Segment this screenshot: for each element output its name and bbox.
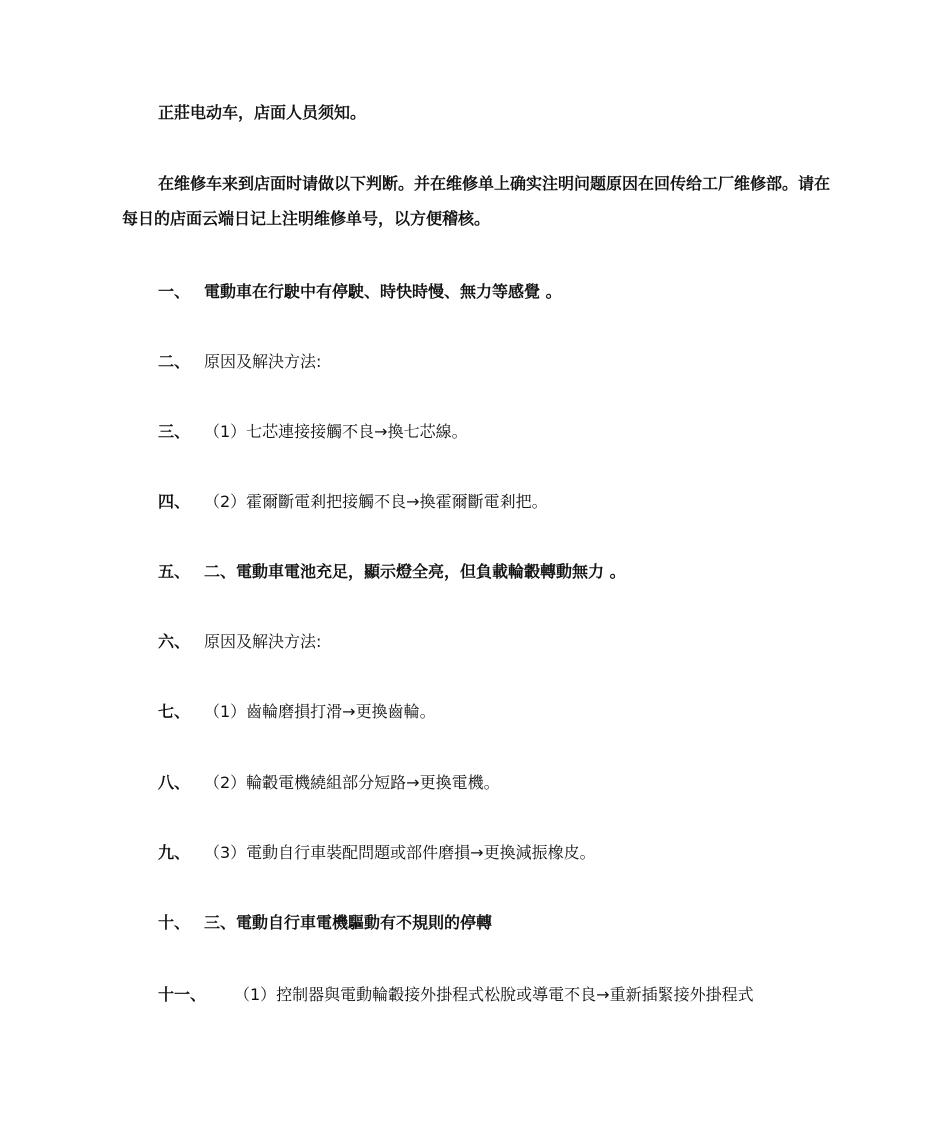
list-item [158, 282, 858, 302]
list-item-text: （1）七芯連接接觸不良→換七芯線。 [204, 422, 468, 441]
list-item-text: （2）霍爾斷電剎把接觸不良→換霍爾斷電剎把。 [204, 492, 548, 511]
list-item [158, 352, 858, 372]
list-item [158, 985, 858, 1005]
list-item-text: 電動車在行駛中有停駛、時快時慢、無力等感覺 。 [204, 282, 562, 301]
list-item-number: 二、 [158, 352, 191, 371]
list-item-number: 一、 [158, 282, 191, 301]
list-item [158, 913, 858, 933]
list-item-number: 七、 [158, 702, 191, 721]
intro-paragraph: 在维修车来到店面时请做以下判断。并在维修单上确实注明问题原因在回传给工厂维修部。请在每日的店面云端日记上注明维修单号，以方便稽核。 [122, 174, 831, 228]
list-item [158, 492, 858, 512]
list-item [158, 562, 858, 582]
list-item-number: 八、 [158, 773, 191, 792]
list-item-text: 原因及解決方法: [204, 632, 322, 651]
list-item-text: （1）控制器與電動輪轂接外掛程式松脫或導電不良→重新插緊接外掛程式 [234, 985, 754, 1004]
document-heading: 正莊电动车，店面人员须知。 [158, 103, 367, 122]
list-item-number: 十、 [158, 913, 191, 932]
list-item [158, 422, 858, 442]
list-item [158, 773, 858, 793]
list-item-text: 原因及解決方法: [204, 352, 322, 371]
list-item-text: （2）輪轂電機繞組部分短路→更換電機。 [204, 773, 500, 792]
list-item-text: 三、電動自行車電機驅動有不規則的停轉 [204, 913, 493, 932]
list-item-text: 二、電動車電池充足，顯示燈全亮，但負載輪轂轉動無力 。 [204, 562, 626, 581]
list-item-number: 九、 [158, 843, 191, 862]
list-item-number: 三、 [158, 422, 191, 441]
list-item-text: （3）電動自行車裝配問題或部件磨損→更換減振橡皮。 [204, 843, 596, 862]
list-item [158, 702, 858, 722]
list-item-text: （1）齒輪磨損打滑→更換齒輪。 [204, 702, 436, 721]
list-item-number: 六、 [158, 632, 191, 651]
list-item-number: 五、 [158, 562, 191, 581]
list-item-number: 十一、 [158, 985, 207, 1004]
list-item [158, 632, 858, 652]
list-item [158, 843, 858, 863]
list-item-number: 四、 [158, 492, 191, 511]
